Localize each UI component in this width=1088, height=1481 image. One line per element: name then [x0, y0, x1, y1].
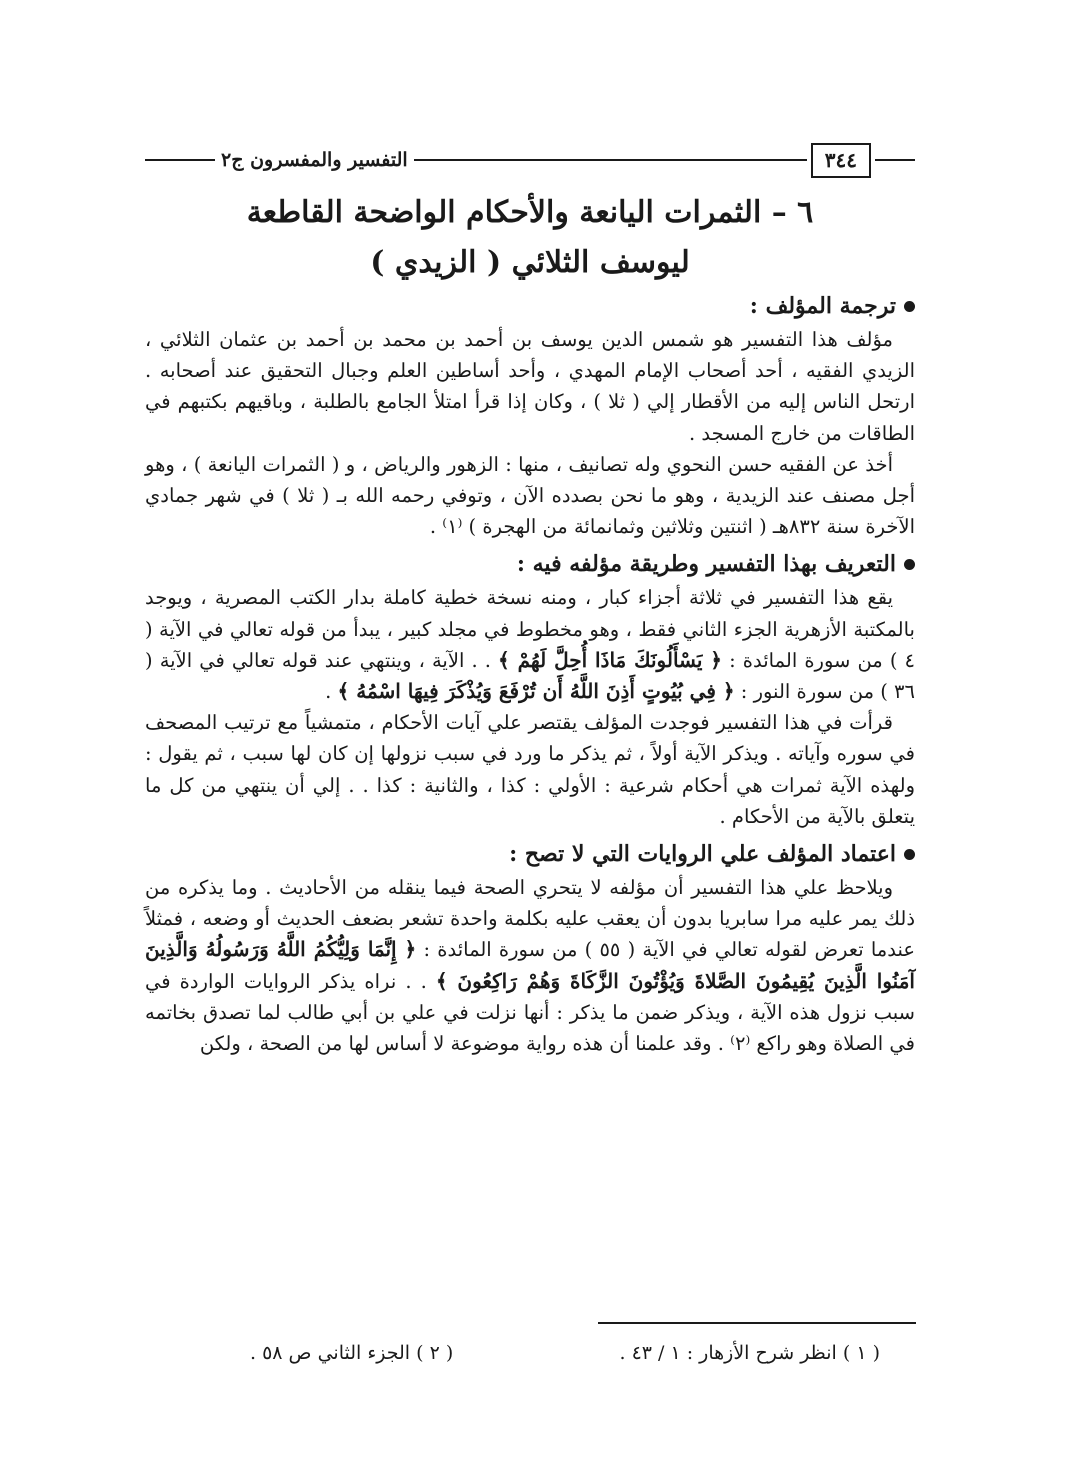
header-rule-middle	[414, 159, 807, 161]
page-body	[145, 288, 915, 1059]
title-line-2: ليوسف الثلائي ( الزيدي )	[370, 245, 690, 280]
paragraph: أخذ عن الفقيه حسن النحوي وله تصانيف ، منها : الزهور والرياض ، و ( الثمرات اليانعة ) ، وهو أجل مصنف عند الزيدية ، وهو ما نحن بصدده الآن ، وتوفي رحمه الله بـ ( ثلا ) في شهر جمادي الآخرة سنة ٨٣٢هـ ( اثنتين وثلاثين وثمانمائة من الهجرة ) ⁽١⁾ .	[145, 452, 915, 539]
text-run: . . نراه يذكر الروايات الواردة في سبب نزول هذه الآية ، ويذكر ضمن ما يذكر : أنها نزلت في علي بن أبي طالب لما تصدق بخاتمه في الصلاة وهو راكع ⁽٢⁾ . وقد علمنا أن هذه رواية موضوعة لا أساس لها من الصحة ، ولكن	[145, 969, 915, 1056]
section-heading	[145, 546, 915, 582]
bullet-icon	[904, 559, 915, 570]
paragraph	[145, 582, 915, 707]
paragraph: قرأت في هذا التفسير فوجدت المؤلف يقتصر علي آيات الأحكام ، متمشياً مع ترتيب المصحف في سوره وآياته . ويذكر الآية أولاً ، ثم يذكر ما ورد في سبب نزولها إن كان لها سبب ، ثم يقول : ولهذه الآية ثمرات هي أحكام شرعية : الأولي : كذا ، والثانية : كذا . . إلي أن ينتهي من كل ما يتعلق بالآية من الأحكام .	[145, 711, 915, 828]
running-header	[145, 140, 915, 180]
section-heading	[145, 288, 915, 324]
quran-verse: ﴿ يَسْأَلُونَكَ مَاذَا أُحِلَّ لَهُمْ ﴾	[498, 647, 723, 672]
quran-verse: ﴿ فِي بُيُوتٍ أَذِنَ اللَّهُ أَن تُرْفَعَ وَيُذْكَرَ فِيهَا اسْمُهُ ﴾	[337, 679, 735, 704]
bullet-icon	[904, 301, 915, 312]
footnote-1: ( ١ ) انظر شرح الأزهار : ١ / ٤٣ .	[619, 1342, 880, 1364]
footnote-2: ( ٢ ) الجزء الثاني ص ٥٨ .	[250, 1342, 454, 1364]
text-run: يقع هذا التفسير في ثلاثة أجزاء كبار ، ومنه نسخة خطية كاملة بدار الكتب المصرية ، ويوجد بالمكتبة الأزهرية الجزء الثاني فقط ، وهو مخطوط في مجلد كبير ، يبدأ من قوله تعالي في الآية ( ٤ ) من سورة المائدة :	[145, 586, 915, 672]
header-rule-right	[875, 159, 915, 161]
heading-text: التعريف بهذا التفسير وطريقة مؤلفه فيه :	[516, 551, 896, 578]
section-title	[145, 188, 915, 288]
bullet-icon	[904, 849, 915, 860]
paragraph: مؤلف هذا التفسير هو شمس الدين يوسف بن أحمد بن محمد بن أحمد بن عثمان الثلائي ، الزيدي الفقيه ، أحد أصحاب الإمام المهدي ، وأحد أساطين العلم وجبال التحقيق عند أصحابه . ارتحل الناس إليه من الأقطار إلي ( ثلا ) ، وكان إذا قرأ امتلأ الجامع بالطلبة ، وباقيهم بكتبهم في الطاقات من خارج المسجد .	[145, 328, 915, 445]
page-number: ٣٤٤	[811, 143, 871, 178]
footnote-separator	[598, 1322, 916, 1324]
header-rule-left	[145, 159, 215, 161]
text-run: .	[325, 680, 332, 704]
heading-text: اعتماد المؤلف علي الروايات التي لا تصح :	[509, 841, 896, 868]
heading-text: ترجمة المؤلف :	[749, 293, 896, 319]
footnotes	[250, 1342, 880, 1364]
text-run: . . الآية ، وينتهي عند قوله تعالي في الآية ( ٣٦ ) من سورة النور :	[145, 648, 915, 704]
title-line-1: ٦ – الثمرات اليانعة والأحكام الواضحة القاطعة	[246, 195, 814, 230]
quran-verse: ﴿ إِنَّمَا وَلِيُّكُمُ اللَّهُ وَرَسُولُهُ وَالَّذِينَ آمَنُوا الَّذِينَ يُقِيمُونَ الصَّلاةَ وَيُؤْتُونَ الزَّكَاةَ وَهُمْ رَاكِعُونَ ﴾	[145, 937, 915, 993]
paragraph	[145, 872, 915, 1059]
text-run: ويلاحظ علي هذا التفسير أن مؤلفه لا يتحري الصحة فيما ينقله من الأحاديث . وما يذكره من ذلك يمر عليه مرا سابريا بدون أن يعقب عليه بكلمة واحدة تشعر بضعف الحديث أو وضعه ، فمثلاً عندما تعرض لقوله تعالي في الآية ( ٥٥ ) من سورة المائدة :	[145, 876, 915, 962]
running-title: التفسير والمفسرون ج٢	[221, 149, 408, 171]
section-heading	[145, 836, 915, 872]
